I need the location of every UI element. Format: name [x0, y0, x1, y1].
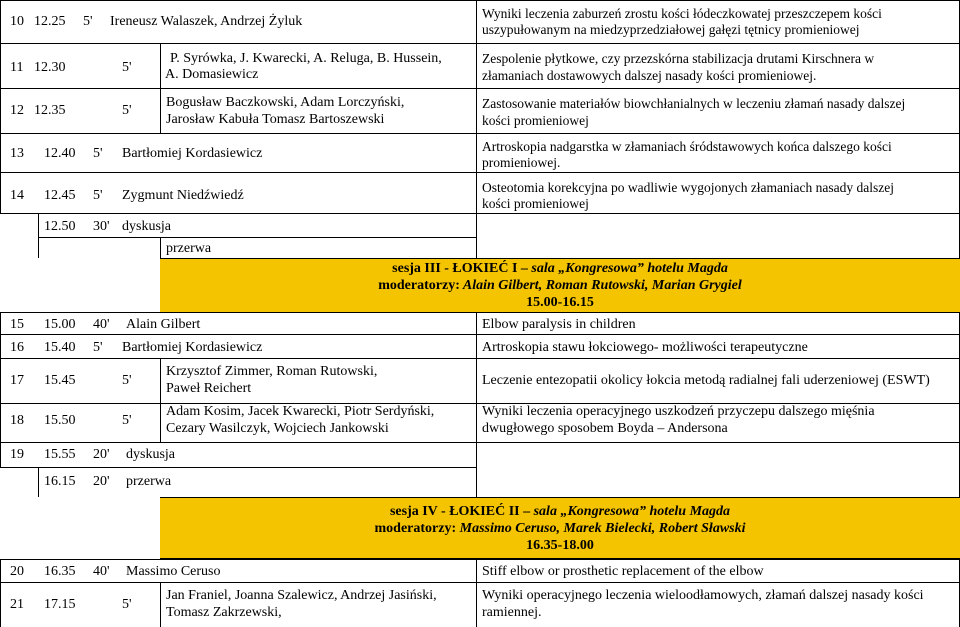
talk-title: Wyniki leczenia zaburzeń zrostu kości łódeczkowatej przeszczepem kości	[482, 6, 882, 21]
talk-time: 16.35	[44, 564, 76, 579]
talk-authors: Adam Kosim, Jacek Kwarecki, Piotr Serdyński,	[166, 404, 435, 419]
talk-authors: P. Syrówka, J. Kwarecki, A. Reluga, B. Hussein,	[170, 51, 442, 66]
talk-authors: Zygmunt Niedźwiedź	[122, 188, 244, 203]
talk-number: 20	[10, 564, 24, 579]
talk-time: 15.45	[44, 373, 76, 388]
talk-title: Zespolenie płytkowe, czy przezskórna stabilizacja drutami Kirschnera w	[482, 51, 875, 66]
col-divider	[476, 312, 477, 497]
row-divider	[0, 0, 960, 1]
talk-authors: Bogusław Baczkowski, Adam Lorczyński,	[166, 95, 405, 110]
talk-title: Zastosowanie materiałów biowchłanialnych w leczeniu złamań nasady dalszej	[482, 96, 906, 111]
talk-authors: Jan Franiel, Joanna Szalewicz, Andrzej Jasiński,	[166, 588, 437, 603]
row-divider	[0, 358, 960, 359]
talk-duration: 5'	[93, 146, 103, 161]
talk-title: kości promieniowej	[482, 196, 589, 211]
talk-title: Elbow paralysis in children	[482, 317, 636, 332]
talk-authors: Tomasz Zakrzewski,	[166, 605, 282, 620]
session-3-title: sesja III - ŁOKIEĆ I – sala „Kongresowa” hotelu Magda	[392, 261, 728, 276]
session-4-time: 16.35-18.00	[526, 538, 594, 553]
row-divider	[38, 237, 476, 238]
talk-title: Artroskopia nadgarstka w złamaniach śródstawowych końca dalszego kości	[482, 139, 892, 154]
discussion-label: dyskusja	[122, 219, 171, 234]
talk-number: 12	[10, 103, 24, 118]
talk-duration: 5'	[122, 597, 132, 612]
talk-number: 21	[10, 597, 24, 612]
talk-authors: Jarosław Kabuła Tomasz Bartoszewski	[166, 112, 385, 127]
discussion-label: dyskusja	[126, 447, 175, 462]
col-divider	[0, 312, 1, 467]
col-divider	[38, 467, 39, 497]
talk-number: 15	[10, 317, 24, 332]
talk-number: 19	[10, 447, 24, 462]
row-divider	[0, 334, 960, 335]
col-divider	[38, 213, 39, 258]
session-3-banner	[160, 258, 960, 313]
talk-time: 12.50	[44, 219, 76, 234]
talk-authors: A. Domasiewicz	[165, 67, 259, 82]
break-label: przerwa	[166, 241, 212, 256]
session-3-moderators: moderatorzy: Alain Gilbert, Roman Rutowski, Marian Grygiel	[378, 278, 742, 293]
col-divider	[0, 559, 1, 627]
talk-duration: 40'	[93, 317, 110, 332]
talk-number: 18	[10, 413, 24, 428]
talk-duration: 30'	[93, 219, 110, 234]
col-divider	[0, 0, 1, 213]
talk-duration: 40'	[93, 564, 110, 579]
talk-time: 15.55	[44, 447, 76, 462]
talk-duration: 20'	[93, 447, 110, 462]
talk-number: 17	[10, 373, 24, 388]
talk-duration: 5'	[122, 413, 132, 428]
talk-time: 15.50	[44, 413, 76, 428]
talk-authors: Massimo Ceruso	[126, 564, 221, 579]
row-divider	[0, 312, 960, 313]
row-divider	[0, 88, 476, 89]
break-label: przerwa	[126, 474, 172, 489]
talk-authors: Paweł Reichert	[166, 381, 252, 396]
row-divider	[160, 43, 476, 44]
row-divider	[476, 213, 960, 214]
talk-time: 12.25	[34, 14, 66, 29]
row-divider	[0, 133, 476, 134]
talk-title: dwugłowego sposobem Boyda – Andersona	[482, 421, 728, 436]
talk-title: złamaniach dostawowych dalszej nasady kości promieniowej.	[482, 68, 817, 83]
session-4-title: sesja IV - ŁOKIEĆ II – sala „Kongresowa” hotelu Magda	[389, 504, 731, 519]
talk-time: 15.40	[44, 340, 76, 355]
talk-duration: 5'	[83, 14, 93, 29]
col-divider	[160, 582, 161, 627]
talk-title: uszypułowanym na miedzyprzedziałowej gałęzi tętnicy promieniowej	[482, 22, 860, 37]
row-divider	[476, 43, 960, 44]
talk-title: Artroskopia stawu łokciowego- możliwości terapeutyczne	[482, 340, 808, 355]
talk-number: 14	[10, 188, 24, 203]
row-divider	[0, 582, 960, 583]
talk-time: 16.15	[44, 474, 76, 489]
talk-duration: 5'	[122, 60, 132, 75]
talk-title: Osteotomia korekcyjna po wadliwie wygojonych złamaniach nasady dalszej	[482, 180, 894, 195]
col-divider	[476, 559, 477, 627]
session-4-banner	[160, 497, 960, 559]
row-divider	[476, 133, 960, 134]
talk-duration: 5'	[93, 340, 103, 355]
talk-authors: Cezary Wasilczyk, Wojciech Jankowski	[166, 421, 389, 436]
row-divider	[476, 88, 960, 89]
talk-authors: Bartłomiej Kordasiewicz	[122, 340, 263, 355]
row-divider	[476, 442, 960, 443]
talk-time: 17.15	[44, 597, 76, 612]
talk-number: 13	[10, 146, 24, 161]
talk-title: Leczenie entezopatii okolicy łokcia metodą radialnej fali uderzeniowej (ESWT)	[482, 373, 930, 388]
col-divider	[160, 237, 161, 258]
col-divider	[160, 358, 161, 442]
talk-duration: 5'	[122, 373, 132, 388]
row-divider	[0, 559, 960, 560]
talk-duration: 5'	[122, 103, 132, 118]
talk-title: Wyniki operacyjnego leczenia wieloodłamowych, złamań dalszej nasady kości	[482, 588, 924, 603]
talk-time: 12.35	[34, 103, 66, 118]
row-divider	[0, 43, 160, 44]
talk-title: ramiennej.	[482, 605, 542, 620]
col-divider	[160, 43, 161, 133]
talk-authors: Bartłomiej Kordasiewicz	[122, 146, 263, 161]
talk-number: 11	[10, 60, 24, 75]
talk-duration: 5'	[93, 188, 103, 203]
row-divider	[0, 213, 476, 214]
talk-number: 10	[10, 14, 24, 29]
talk-time: 12.45	[44, 188, 76, 203]
row-divider	[476, 172, 960, 173]
talk-authors: Alain Gilbert	[126, 317, 201, 332]
talk-time: 12.30	[34, 60, 66, 75]
session-3-time: 15.00-16.15	[526, 295, 594, 310]
talk-title: Wyniki leczenia operacyjnego uszkodzeń przyczepu dalszego mięśnia	[482, 404, 875, 419]
talk-authors: Ireneusz Walaszek, Andrzej Żyluk	[110, 14, 303, 29]
talk-authors: Krzysztof Zimmer, Roman Rutowski,	[166, 364, 378, 379]
col-divider	[476, 0, 477, 258]
talk-duration: 20'	[93, 474, 110, 489]
talk-title: kości promieniowej	[482, 113, 589, 128]
row-divider	[0, 442, 476, 443]
talk-title: Stiff elbow or prosthetic replacement of the elbow	[482, 564, 764, 579]
talk-time: 12.40	[44, 146, 76, 161]
row-divider	[0, 172, 476, 173]
talk-title: promieniowej.	[482, 155, 561, 170]
row-divider	[0, 467, 476, 468]
session-4-moderators: moderatorzy: Massimo Ceruso, Marek Bielecki, Robert Sławski	[374, 521, 746, 536]
talk-time: 15.00	[44, 317, 76, 332]
talk-number: 16	[10, 340, 24, 355]
